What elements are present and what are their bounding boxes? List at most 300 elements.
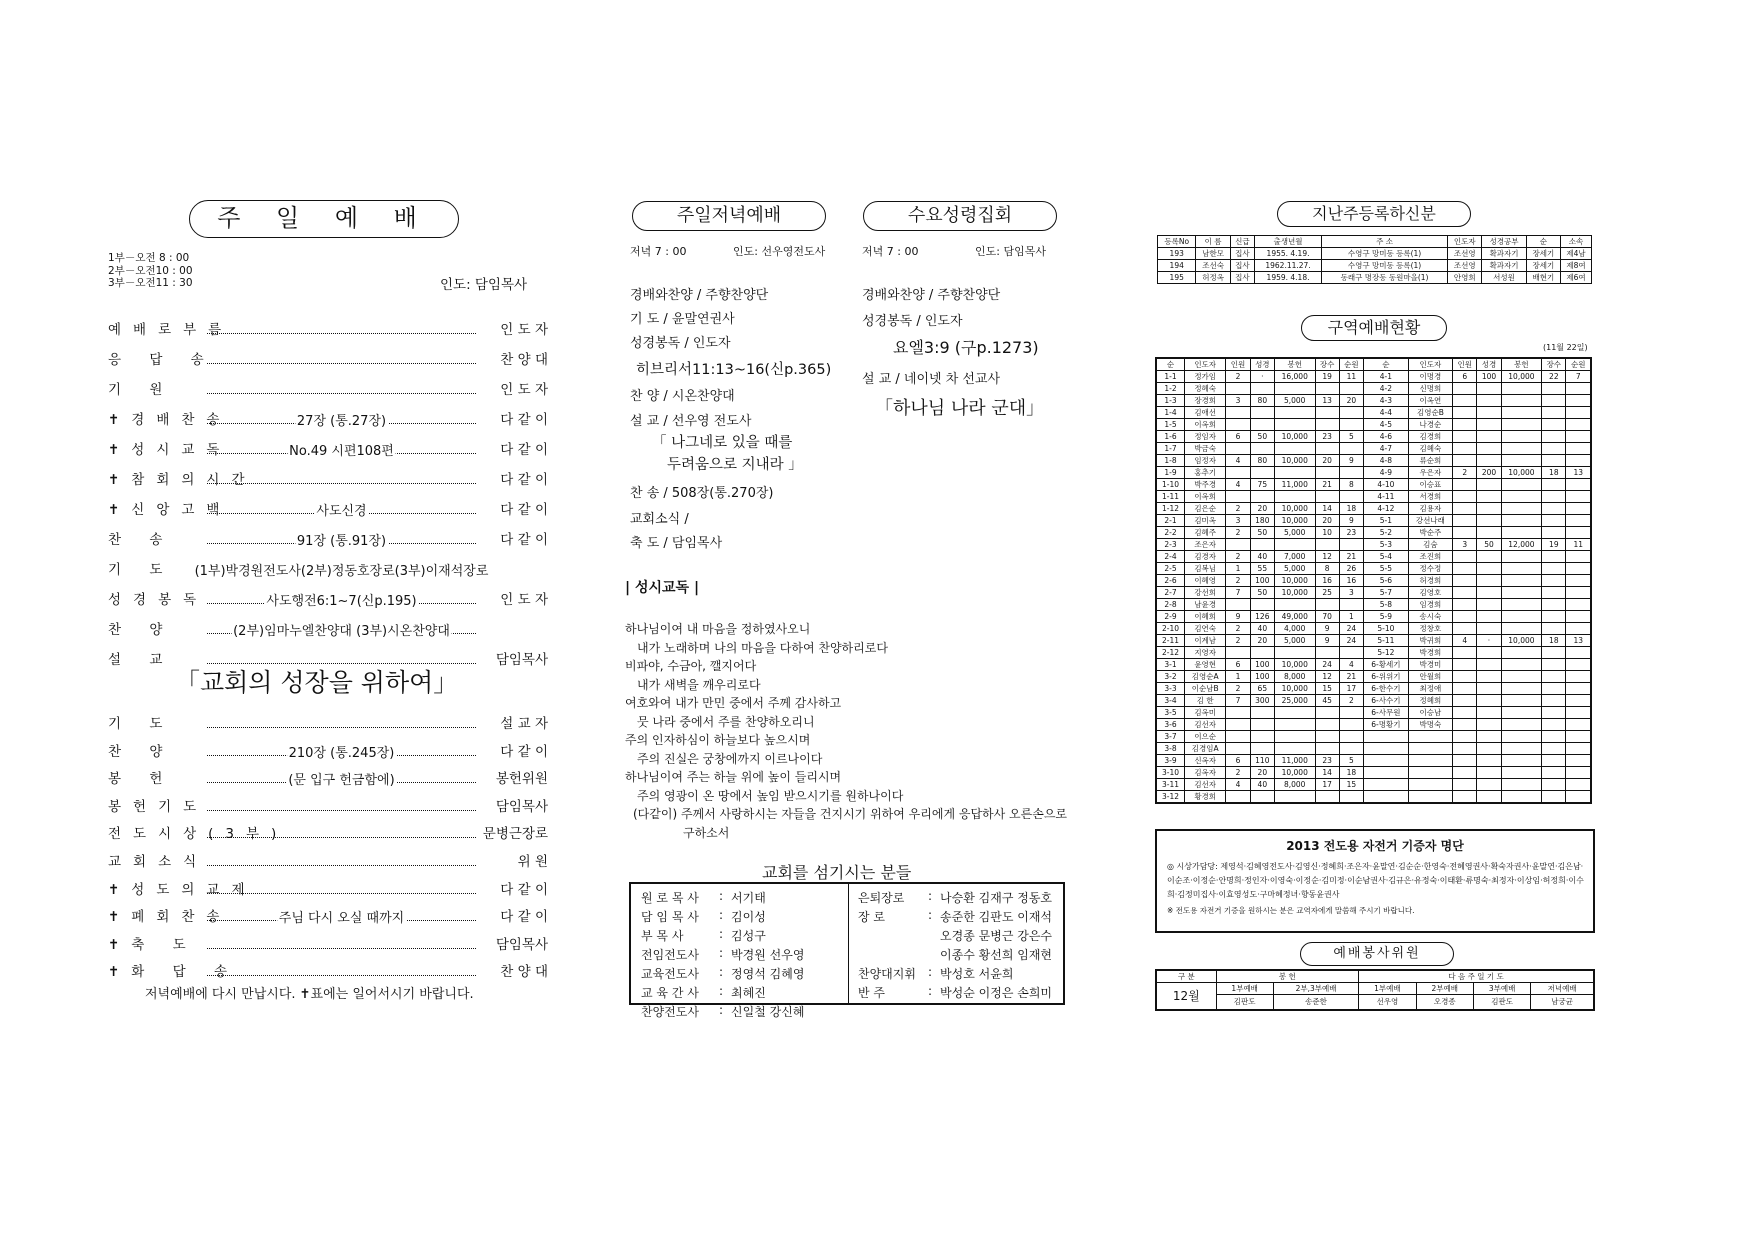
district-cell: 3-4 xyxy=(1156,695,1184,707)
district-cell: 40 xyxy=(1250,551,1274,563)
district-cell: 2-7 xyxy=(1156,587,1184,599)
district-cell xyxy=(1566,563,1591,575)
district-cell xyxy=(1226,719,1250,731)
district-cell xyxy=(1274,443,1315,455)
district-cell: 10,000 xyxy=(1274,587,1315,599)
table-row xyxy=(1156,767,1591,779)
district-cell xyxy=(1501,683,1542,695)
district-cell xyxy=(1477,599,1501,611)
district-cell: 70 xyxy=(1315,611,1339,623)
wednesday-line: 요엘3:9 (구p.1273) xyxy=(893,338,1039,357)
district-cell xyxy=(1250,419,1274,431)
registrants-table xyxy=(1157,235,1592,284)
district-cell xyxy=(1542,779,1566,791)
district-cell xyxy=(1542,563,1566,575)
district-header: 장수 xyxy=(1315,358,1339,371)
district-cell: 10 xyxy=(1315,527,1339,539)
district-cell xyxy=(1339,443,1363,455)
servant-role: 교 육 간 사 xyxy=(641,986,699,1000)
district-cell: 김선자 xyxy=(1184,779,1225,791)
district-cell xyxy=(1339,743,1363,755)
ws-name: 김판도 xyxy=(1473,995,1530,1010)
district-cell: 2-4 xyxy=(1156,551,1184,563)
district-cell: 류순희 xyxy=(1408,455,1452,467)
district-cell: 20 xyxy=(1250,635,1274,647)
district-cell: 1-9 xyxy=(1156,467,1184,479)
district-cell xyxy=(1501,623,1542,635)
district-cell xyxy=(1566,755,1591,767)
district-cell: 5 xyxy=(1339,755,1363,767)
leader-dots xyxy=(207,414,476,429)
servant-name: 박경원 선우영 xyxy=(731,948,805,962)
order-person: 인 도 자 xyxy=(500,382,548,398)
district-cell xyxy=(1542,419,1566,431)
district-cell xyxy=(1453,407,1477,419)
evening-line: 설 교 / 선우영 전도사 xyxy=(630,414,752,429)
district-cell: 100 xyxy=(1250,575,1274,587)
district-cell: 신명희 xyxy=(1408,383,1452,395)
district-cell xyxy=(1542,587,1566,599)
order-row xyxy=(108,960,548,981)
bicycle-note: ※ 전도용 자전거 기증을 원하시는 분은 교역자에게 말씀해 주시기 바랍니다. xyxy=(1167,906,1415,915)
district-cell: 1 xyxy=(1226,563,1250,575)
district-cell xyxy=(1566,491,1591,503)
district-cell xyxy=(1453,647,1477,659)
order-label: 기 원 xyxy=(108,382,175,398)
district-cell: 80 xyxy=(1250,395,1274,407)
servant-colon: : xyxy=(719,927,724,941)
district-cell: 5,000 xyxy=(1274,635,1315,647)
district-cell: 김옥자 xyxy=(1184,767,1225,779)
district-cell xyxy=(1250,707,1274,719)
district-cell: 4-5 xyxy=(1364,419,1409,431)
district-cell xyxy=(1274,731,1315,743)
district-cell xyxy=(1566,383,1591,395)
district-cell xyxy=(1566,779,1591,791)
district-cell: 2-11 xyxy=(1156,635,1184,647)
responsive-line: (다같이) 주께서 사랑하시는 자들을 건지시기 위하여 우리에게 응답하사 오른손으로 xyxy=(633,807,1068,821)
district-cell: 이으순 xyxy=(1184,731,1225,743)
district-cell xyxy=(1453,527,1477,539)
district-cell xyxy=(1542,551,1566,563)
district-cell: 김혜숙 xyxy=(1408,443,1452,455)
district-cell: 이옥연 xyxy=(1408,395,1452,407)
district-cell xyxy=(1566,743,1591,755)
district-cell xyxy=(1501,419,1542,431)
district-cell: 9 xyxy=(1315,635,1339,647)
servant-colon: : xyxy=(719,984,724,998)
order-detail: 27장 (통.27장) xyxy=(295,410,388,429)
district-cell: 4 xyxy=(1226,779,1250,791)
district-cell xyxy=(1274,599,1315,611)
district-cell: 50 xyxy=(1250,431,1274,443)
district-cell xyxy=(1477,551,1501,563)
district-cell: 2-1 xyxy=(1156,515,1184,527)
registrants-header: 순 xyxy=(1526,236,1560,248)
district-cell xyxy=(1226,743,1250,755)
district-cell xyxy=(1453,515,1477,527)
district-cell xyxy=(1542,503,1566,515)
district-cell: 4-11 xyxy=(1364,491,1409,503)
district-cell xyxy=(1542,767,1566,779)
district-cell: 이계남 xyxy=(1184,635,1225,647)
district-cell: 10,000 xyxy=(1501,371,1542,383)
table-row xyxy=(1156,599,1591,611)
district-cell xyxy=(1226,443,1250,455)
district-cell: 남윤경 xyxy=(1184,599,1225,611)
sermon-title: 「교회의 성장을 위하여」 xyxy=(175,668,459,697)
district-cell xyxy=(1477,527,1501,539)
district-cell: 김경자 xyxy=(1184,551,1225,563)
order-label: ✝폐회찬송 xyxy=(108,909,232,926)
district-cell: 23 xyxy=(1315,755,1339,767)
district-cell xyxy=(1453,767,1477,779)
district-title: 구역예배현황 xyxy=(1301,315,1447,341)
district-cell: 이승남 xyxy=(1408,707,1452,719)
ws-sub-head: 2부,3부예배 xyxy=(1273,983,1358,995)
district-cell: 2 xyxy=(1226,635,1250,647)
district-cell xyxy=(1453,755,1477,767)
servant-name: 김성구 xyxy=(731,929,766,943)
district-cell xyxy=(1501,395,1542,407)
district-cell: · xyxy=(1250,371,1274,383)
district-cell xyxy=(1477,707,1501,719)
district-cell: 20 xyxy=(1315,515,1339,527)
servant-colon: : xyxy=(719,965,724,979)
district-cell xyxy=(1453,623,1477,635)
district-cell xyxy=(1501,695,1542,707)
district-cell: 6-사수기 xyxy=(1364,695,1409,707)
district-cell: 이명경 xyxy=(1408,371,1452,383)
district-cell: 55 xyxy=(1250,563,1274,575)
table-row xyxy=(1156,635,1591,647)
district-cell: 이옥희 xyxy=(1184,419,1225,431)
district-cell: 2 xyxy=(1226,551,1250,563)
district-cell: 이순남B xyxy=(1184,683,1225,695)
responsive-line: 뭇 나라 중에서 주를 찬양하오리니 xyxy=(637,714,815,729)
order-row xyxy=(108,850,548,868)
district-header: 순 xyxy=(1156,358,1184,371)
district-cell xyxy=(1501,563,1542,575)
district-cell: 8,000 xyxy=(1274,779,1315,791)
district-cell: 정가임 xyxy=(1184,371,1225,383)
district-cell: 박금숙 xyxy=(1184,443,1225,455)
district-cell xyxy=(1501,491,1542,503)
district-cell: 2 xyxy=(1226,503,1250,515)
district-table xyxy=(1155,357,1592,804)
order-label: 전도시상(3부) xyxy=(108,826,289,843)
district-cell: 2 xyxy=(1226,575,1250,587)
district-cell xyxy=(1226,599,1250,611)
district-cell xyxy=(1501,443,1542,455)
district-cell xyxy=(1542,491,1566,503)
district-cell: 23 xyxy=(1339,527,1363,539)
servant-name: 김이성 xyxy=(731,910,766,924)
order-person: 찬 양 대 xyxy=(500,964,548,981)
district-cell: 7 xyxy=(1566,371,1591,383)
district-cell: 50 xyxy=(1250,587,1274,599)
district-cell xyxy=(1566,503,1591,515)
order-row xyxy=(108,618,548,639)
order-person: 다 같 이 xyxy=(500,442,548,458)
order-row xyxy=(108,905,548,927)
district-cell xyxy=(1501,431,1542,443)
district-cell xyxy=(1501,503,1542,515)
order-label: 기 도 xyxy=(108,562,175,578)
district-cell xyxy=(1408,779,1452,791)
district-cell: 13 xyxy=(1566,467,1591,479)
district-cell xyxy=(1477,647,1501,659)
district-cell xyxy=(1339,647,1363,659)
district-cell: 이혜영 xyxy=(1184,575,1225,587)
district-cell: 50 xyxy=(1477,539,1501,551)
district-cell xyxy=(1364,791,1409,804)
registrants-cell: 수영구 망미동 등록(1) xyxy=(1322,248,1448,260)
district-cell xyxy=(1315,743,1339,755)
district-cell xyxy=(1453,551,1477,563)
order-person: 다 같 이 xyxy=(500,472,548,488)
evening-service-title: 주일저녁예배 xyxy=(632,201,826,231)
district-cell xyxy=(1364,731,1409,743)
district-cell: 정수정 xyxy=(1408,563,1452,575)
district-cell xyxy=(1501,671,1542,683)
order-row xyxy=(108,408,548,429)
district-cell: 1-2 xyxy=(1156,383,1184,395)
order-row xyxy=(108,795,548,813)
district-cell: 3-1 xyxy=(1156,659,1184,671)
district-cell: 신옥자 xyxy=(1184,755,1225,767)
servant-colon: : xyxy=(719,889,724,903)
servant-role: 담 임 목 사 xyxy=(641,910,699,924)
district-cell: 24 xyxy=(1339,623,1363,635)
order-label: 예배로부름 xyxy=(108,322,234,338)
district-cell xyxy=(1477,479,1501,491)
registrants-header: 주 소 xyxy=(1322,236,1448,248)
table-row xyxy=(1156,431,1591,443)
district-cell xyxy=(1477,683,1501,695)
district-cell: 4 xyxy=(1226,455,1250,467)
district-cell: 5-9 xyxy=(1364,611,1409,623)
servant-name: 오경종 문병근 강은수 xyxy=(940,929,1053,943)
district-cell: 4-12 xyxy=(1364,503,1409,515)
table-row xyxy=(1156,455,1591,467)
district-cell xyxy=(1477,659,1501,671)
district-cell xyxy=(1542,515,1566,527)
table-row xyxy=(1156,503,1591,515)
district-cell: 2-8 xyxy=(1156,599,1184,611)
table-row xyxy=(1156,587,1591,599)
leader-dots xyxy=(207,893,476,894)
registrants-cell: 확과자기 xyxy=(1482,260,1526,272)
district-cell: 2 xyxy=(1339,695,1363,707)
district-cell xyxy=(1477,455,1501,467)
district-cell: 75 xyxy=(1250,479,1274,491)
order-label: ✝성시교독 xyxy=(108,442,232,458)
district-cell: 10,000 xyxy=(1501,467,1542,479)
district-cell: 안월희 xyxy=(1408,671,1452,683)
table-row xyxy=(1156,575,1591,587)
district-cell xyxy=(1566,683,1591,695)
district-cell xyxy=(1339,707,1363,719)
district-cell: 5,000 xyxy=(1274,527,1315,539)
district-cell: 8 xyxy=(1339,479,1363,491)
district-cell: 강선희 xyxy=(1184,587,1225,599)
registrants-cell: 1962.11.27. xyxy=(1255,260,1322,272)
district-cell xyxy=(1477,611,1501,623)
district-cell: 19 xyxy=(1315,371,1339,383)
order-person: 봉헌위원 xyxy=(495,771,548,788)
district-cell: 5,000 xyxy=(1274,563,1315,575)
district-cell xyxy=(1315,419,1339,431)
district-cell: 4 xyxy=(1453,635,1477,647)
district-cell xyxy=(1315,707,1339,719)
district-cell: 2-12 xyxy=(1156,647,1184,659)
order-person: 다 같 이 xyxy=(500,532,548,548)
order-row xyxy=(108,558,548,579)
district-cell xyxy=(1226,539,1250,551)
district-cell xyxy=(1542,659,1566,671)
evening-line: 기 도 / 윤말연권사 xyxy=(630,312,735,327)
responsive-line: 주의 인자하심이 하늘보다 높으시며 xyxy=(625,733,811,747)
district-cell: 강선나래 xyxy=(1408,515,1452,527)
evening-line: 교회소식 / xyxy=(630,512,689,527)
district-cell: 4-9 xyxy=(1364,467,1409,479)
district-cell: 6-명황기 xyxy=(1364,719,1409,731)
district-cell xyxy=(1542,611,1566,623)
district-cell: 이승표 xyxy=(1408,479,1452,491)
ws-sub-head: 1부예배 xyxy=(1216,983,1273,995)
district-cell xyxy=(1339,719,1363,731)
order-label: ✝화 답 송 xyxy=(108,964,240,981)
district-cell: 3-9 xyxy=(1156,755,1184,767)
district-cell: 서경희 xyxy=(1408,491,1452,503)
leader-dots xyxy=(207,837,476,838)
district-cell xyxy=(1566,599,1591,611)
leader-dots xyxy=(207,975,476,976)
district-cell: 9 xyxy=(1339,515,1363,527)
registrants-cell: 장세기 xyxy=(1526,260,1560,272)
registrants-title: 지난주등록하신분 xyxy=(1277,201,1471,227)
table-row xyxy=(1156,443,1591,455)
order-person: 다 같 이 xyxy=(500,412,548,428)
district-cell: 21 xyxy=(1315,479,1339,491)
district-cell: · xyxy=(1477,635,1501,647)
district-header: 순원 xyxy=(1566,358,1591,371)
district-cell: 25 xyxy=(1315,587,1339,599)
district-cell xyxy=(1566,515,1591,527)
district-cell xyxy=(1566,707,1591,719)
district-cell xyxy=(1477,407,1501,419)
district-header: 봉헌 xyxy=(1274,358,1315,371)
district-cell: 박귀희 xyxy=(1408,635,1452,647)
order-label: 찬 송 xyxy=(108,532,175,548)
district-cell xyxy=(1226,407,1250,419)
district-cell xyxy=(1566,431,1591,443)
district-cell xyxy=(1453,659,1477,671)
table-row xyxy=(1156,467,1591,479)
district-cell xyxy=(1315,467,1339,479)
district-cell: 8 xyxy=(1315,563,1339,575)
district-cell: 4-6 xyxy=(1364,431,1409,443)
registrants-header: 출생년월 xyxy=(1255,236,1322,248)
district-cell xyxy=(1453,491,1477,503)
district-cell: 4-8 xyxy=(1364,455,1409,467)
order-label: ✝신앙고백 xyxy=(108,502,232,518)
district-cell xyxy=(1542,455,1566,467)
table-row xyxy=(1156,743,1591,755)
servant-role: 찬양전도사 xyxy=(641,1005,699,1019)
district-cell xyxy=(1226,791,1250,804)
district-cell: 1-6 xyxy=(1156,431,1184,443)
district-cell xyxy=(1566,395,1591,407)
district-cell xyxy=(1408,731,1452,743)
leader-dots xyxy=(207,810,476,811)
evening-line: 축 도 / 담임목사 xyxy=(630,536,723,551)
district-cell: 김연숙 xyxy=(1184,623,1225,635)
district-cell: 20 xyxy=(1315,455,1339,467)
district-cell xyxy=(1453,683,1477,695)
district-cell xyxy=(1542,575,1566,587)
servant-colon: : xyxy=(719,1003,724,1017)
wednesday-line: 설 교 / 네이넷 차 선교사 xyxy=(862,372,1001,387)
registrants-cell: 수영구 망미동 등록(1) xyxy=(1322,260,1448,272)
registrants-cell: 제8여 xyxy=(1561,260,1592,272)
order-person: 담임목사 xyxy=(495,652,548,668)
evening-line: 「 나그네로 있을 때를 xyxy=(652,435,793,451)
servant-colon: : xyxy=(719,908,724,922)
district-cell xyxy=(1250,383,1274,395)
district-cell: 11,000 xyxy=(1274,755,1315,767)
table-row xyxy=(1156,659,1591,671)
district-cell xyxy=(1226,419,1250,431)
evening-line: 두려움으로 지내라 」 xyxy=(667,457,803,473)
district-cell: 9 xyxy=(1226,611,1250,623)
district-cell xyxy=(1453,443,1477,455)
servants-box xyxy=(629,882,1065,1019)
order-label: 기 도 xyxy=(108,716,175,732)
registrants-cell: 확과자기 xyxy=(1482,248,1526,260)
district-cell: 10,000 xyxy=(1274,431,1315,443)
table-row xyxy=(1156,719,1591,731)
registrants-header: 인도자 xyxy=(1448,236,1482,248)
district-cell xyxy=(1566,659,1591,671)
district-cell xyxy=(1542,407,1566,419)
servant-name: 최혜진 xyxy=(731,986,766,1000)
order-label: 찬 양 xyxy=(108,743,175,760)
district-cell xyxy=(1501,791,1542,804)
table-row xyxy=(1156,515,1591,527)
district-cell xyxy=(1501,527,1542,539)
district-cell: 16 xyxy=(1339,575,1363,587)
district-header: 순 xyxy=(1364,358,1409,371)
order-label: ✝성도의교제 xyxy=(108,881,257,898)
order-row xyxy=(108,822,548,843)
district-cell xyxy=(1566,407,1591,419)
responsive-line: 구하소서 xyxy=(683,825,730,840)
order-row xyxy=(108,933,548,951)
servant-role xyxy=(854,926,924,945)
district-cell: 18 xyxy=(1339,767,1363,779)
servant-role: 반 주 xyxy=(858,986,885,1000)
district-cell: 6-사무원 xyxy=(1364,707,1409,719)
district-cell xyxy=(1501,383,1542,395)
district-cell xyxy=(1364,743,1409,755)
order-detail: No.49 시편108편 xyxy=(287,440,396,459)
order-detail: (1부)박경원전도사(2부)정동호장로(3부)이재석장로 xyxy=(193,560,491,579)
district-cell: 5-2 xyxy=(1364,527,1409,539)
district-cell: 황경희 xyxy=(1184,791,1225,804)
district-cell xyxy=(1501,551,1542,563)
